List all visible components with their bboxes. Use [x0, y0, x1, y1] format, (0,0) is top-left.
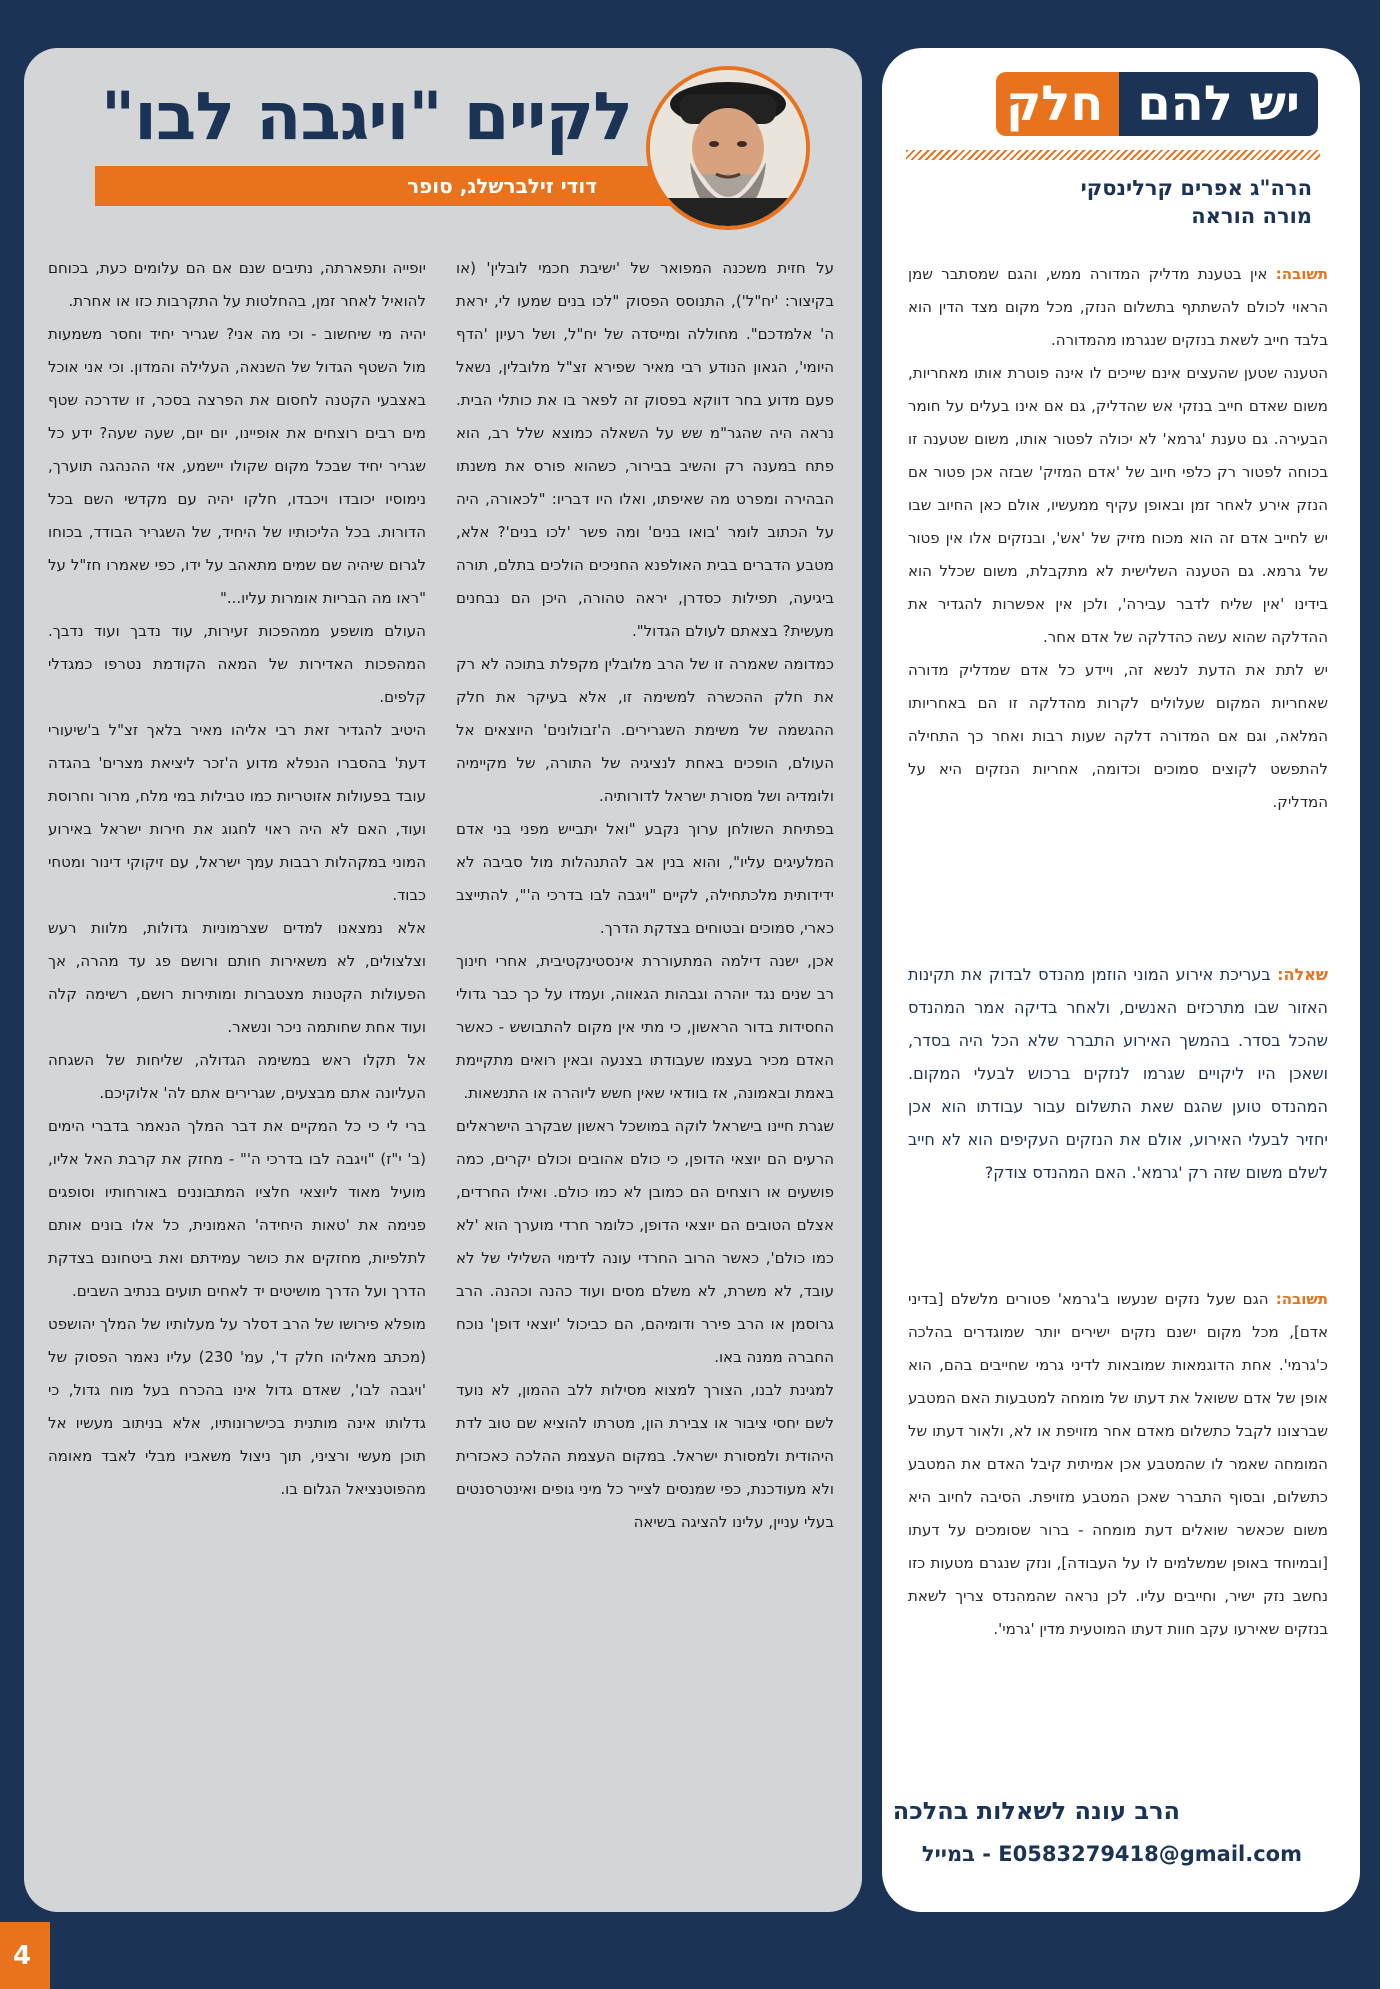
- question-label: שאלה:: [1277, 965, 1328, 984]
- column-logo-part1: יש להם: [1119, 72, 1318, 136]
- rabbi-name: הרה"ג אפרים קרלינסקי: [1080, 176, 1312, 200]
- answer-block-1: [908, 258, 1328, 819]
- article-paragraph: היטיב להגדיר זאת רבי אליהו מאיר בלאך זצ"ל ב'שיעורי דעת' בהסברו הנפלא מדוע ה'זכר ליציאת מצרים' בהגדה עובד בפעולות אזוטריות כמו טבילות במי מלח, מרור וחרוסת ועוד, האם לא היה ראוי לחגוג את חירות ישראל באירוע המוני במקהלות רבבות עמך ישראל, עם זיקוקי דינור ומטחי כבוד.: [48, 721, 426, 904]
- answer-paragraph: תשובה: הגם שעל נזקים שנעשו ב'גרמא' פטורים מלשלם [בדיני אדם], מכל מקום ישנם נזקים ישירים יותר שמוגדרים בהלכה כ'גרמי'. אחת הדוגמאות שמובאות לדיני גרמי שחייבים בהם, הוא אופן של אדם ששואל את דעתו של מומחה למטבעות האם המטבע שברצונו לקבל כתשלום מאדם אחר מזויפת או לא, ולאור דעתו של המומחה שאמר לו שהמטבע אכן אמיתית קיבל האדם את המטבע כתשלום, ובסוף התברר שאכן המטבע מזויפת. הסיבה לחיוב היא משום שכאשר שואלים דעת מומחה - ברור שסומכים על דעתו [ובמיוחד באופן שמשלמים לו על העבודה], ונזק שנגרם מטעות כזו נחשב נזק ישיר, וחייבים עליו. לכן נראה שהמהנדס צריך לשאת בנזקים שאירעו עקב חוות דעתו המוטעית מדין 'גרמי'.: [908, 1290, 1328, 1638]
- article-paragraph: שגרת חיינו בישראל לוקה במושכל ראשון שבקרב הישראלים הרעים הם יוצאי הדופן, כי כולם אהובים וכולם יקרים, כמה פושעים או רוצחים הם כמובן לא כמו כולם. ואילו החרדים, אצלם הטובים הם יוצאי הדופן, כלומר חרדי מוערך הוא 'לא כמו כולם', כאשר הרוב החרדי עונה לדימוי השלילי של לא עובד, לא משרת, לא משלם מסים ועוד כהנה וכהנה. הרב גרוסמן או הרב פירר ודומיהם, הם כביכול 'יוצאי דופן' נוכח החברה ממנה באו.: [456, 1117, 834, 1366]
- article-paragraph: בפתיחת השולחן ערוך נקבע "ואל יתבייש מפני בני אדם המלעיגים עליו", והוא בנין אב להתנהלות מול סביבה לא ידידותית מלכתחילה, לקיים "ויגבה לבו בדרכי ה'", להתייצב כארי, סמוכים ובטוחים בצדקת הדרך.: [456, 820, 834, 937]
- page-edge: [1380, 0, 1400, 1989]
- answer-paragraph: הטענה שטען שהעצים אינם שייכים לו אינה פוטרת אותו מאחריות, משום שאדם חייב בנזקי אש שהדליק, גם אם אינו בעלים על חומר הבעירה. גם טענת 'גרמא' לא יכולה לפטור אותו, משום שטענה זו בכוחה לפטור רק כלפי חיוב של 'אדם המזיק' שבזה אכן פטור אם הנזק אירע לאחר זמן ובאופן עקיף ממעשיו, אולם כאן החיוב שבו יש לחייב אדם זה הוא מכוח מזיק של 'אש', ובנזקים אלו אין פטור של גרמא. גם הטענה השלישית לא מתקבלת, משום שכלל הוא בידינו 'אין שליח לדבר עבירה', ולכן אין אפשרות להגדיר את ההדלקה שהוא עשה כהדלקה של אדם אחר.: [908, 364, 1328, 646]
- article-paragraph: אלא נמצאנו למדים שצרמוניות גדולות, מלוות רעש וצלצולים, לא משאירות חותם ורושם פג עד מהרה, אך הפעולות הקטנות מצטברות ומותירות רושם, רשימה קלה ועוד אחת שחותמה ניכר ונשאר.: [48, 919, 426, 1036]
- article-paragraph: העולם מושפע ממהפכות זעירות, עוד נדבך ועוד נדבך. המהפכות האדירות של המאה הקודמת נטרפו כמגדלי קלפים.: [48, 622, 426, 706]
- author-name: דודי זילברשלג, סופר: [407, 174, 597, 198]
- article-paragraph: אל תקלו ראש במשימה הגדולה, שליחות של השגחה העליונה אתם מבצעים, שגרירים אתם לה' אלוקיכם.: [48, 1051, 426, 1102]
- answer-paragraph: יש לתת את הדעת לנשא זה, ויידע כל אדם שמדליק מדורה שאחריות המקום שעלולים לקרות מהדלקה זו הם באחריותו המלאה, וגם אם המדורה דלקה שעות רבות ואחר כך התחילה להתפשט לקוצים סמוכים וכדומה, אחריות הנזקים היא על המדליק.: [908, 661, 1328, 811]
- decorative-stripes: [906, 150, 1320, 160]
- article-paragraph: ברי לי כי כל המקיים את דבר המלך הנאמר בדברי הימים (ב' י"ז) "ויגבה לבו בדרכי ה'" - מחזק את קרבת האל אליו, מועיל מאוד ליוצאי חלציו המתבוננים באורחותיו וסופגים פנימה את 'טאות היחידה' האמונית, כל אלו בונים אותם לתלפיות, מחזקים את כושר עמידתם ואת ביטחונם בצדקת הדרך ועל הדרך מושיטים יד לאחים תועים בנתיב השבים.: [48, 1117, 426, 1300]
- contact-email[interactable]: במייל - E0583279418@gmail.com: [921, 1842, 1302, 1866]
- column-logo-part2: חלק: [996, 72, 1119, 136]
- article-paragraph: כמדומה שאמרה זו של הרב מלובלין מקפלת בתוכה לא רק את חלק ההכשרה למשימה זו, אלא בעיקר את חלק ההגשמה של משימת השגרירים. ה'זבולונים' היוצאים אל העולם, הופכים באחת לנציגיה של התורה, של מקיימיה ולומדיה ושל מסורת ישראל לדורותיה.: [456, 655, 834, 805]
- article-column-right: [456, 252, 834, 1862]
- question-block: [908, 958, 1328, 1189]
- question-paragraph: שאלה: בעריכת אירוע המוני הוזמן מהנדס לבדוק את תקינות האזור שבו מתרכזים האנשים, ולאחר בדיקה אמר המהנדס שהכל בסדר. בהמשך האירוע התברר שלא הכל היה בסדר, ושאכן היו ליקויים שגרמו לנזקים ברכוש לבעלי המקום. המהנדס טוען שהגם שאת התשלום עבור עבודתו הוא אכן יחזיר לבעלי האירוע, אולם את הנזקים העקיפים הוא לא חייב לשלם משום שזה רק 'גרמא'. האם המהנדס צודק?: [908, 965, 1328, 1182]
- contact-heading: הרב עונה לשאלות בהלכה: [892, 1797, 1180, 1825]
- article-paragraph: על חזית משכנה המפואר של 'ישיבת חכמי לובלין' (או בקיצור: 'יח"ל'), התנוסס הפסוק "לכו בנים שמעו לי, יראת ה' אלמדכם". מחוללה ומייסדה של יח"ל, ושל רעיון 'הדף היומי', הגאון הנודע רבי מאיר שפירא זצ"ל מלובלין, נשאל פעם מדוע בחר דווקא בפסוק זה לפאר בו את כותלי הבית. נראה היה שהגר"מ שש על השאלה כמוצא שלל רב, הוא פתח במענה רק והשיב בבירור, כשהוא פורס את משנתו הבהירה ומפרט מה שאיפתו, ואלו היו דבריו: "לכאורה, היה על הכתוב לומר 'בואו בנים' ומה פשר 'לכו בנים'? אלא, מטבע הדברים בבית האולפנא החניכים הולכים בתלם, תורה ביגיעה, תפילות כסדרן, יראה טהורה, היכן הם נבחנים מעשית? בצאתם לעולם הגדול".: [456, 259, 834, 640]
- author-photo: [646, 66, 810, 230]
- answer-label: תשובה:: [1275, 1290, 1328, 1308]
- article-paragraph: יהיה מי שיחשוב - וכי מה אני? שגריר יחיד וחסר משמעות מול השטף הגדול של השנאה, העלילה והמדון. וכי אני אוכל באצבעי הקטנה לחסום את הפרצה בסכר, זו שדרכה שטף מים רבים רוצחים את אופיינו, יום יום, שעה שעה? ידע כל שגריר יחיד שבכל מקום שקולו יישמע, אזי ההנהגה תוערך, נימוסיו יכובדו ויכבדו, חלקו יהיה עם מקדשי השם בכל הדורות. בכל הליכותיו של היחיד, של השגריר הבודד, בכוחו לגרום שיהיה שם שמים מתאהב על ידו, כפי שאמרו חז"ל על "ראו מה הבריות אומרות עליו...": [48, 325, 426, 607]
- article-paragraph: למגינת לבנו, הצורך למצוא מסילות ללב ההמון, לא נועד לשם יחסי ציבור או צבירת הון, מטרתו להוציא שם טוב לדת היהודית ולמסורת ישראל. במקום העצמת ההלכה כאכזרית ולא מעודכנת, כפי שמנסים לצייר כל מיני גופים ואינטרסנטים בעלי עניין, עלינו להציגה בשיאה: [456, 1381, 834, 1531]
- article-paragraph: מופלא פירושו של הרב דסלר על מעלותיו של המלך יהושפט (מכתב מאליהו חלק ד', עמ' 230) עליו נאמר הפסוק של 'ויגבה לבו', שאדם גדול אינו בהכרח בעל מוח גדול, כי גדלותו אינה מותנית בכישרונותיו, אלא בניתוב מעשיו אל תוכן מעשי ורציני, תוך ניצול משאביו מבלי לאבד מאומה מהפוטנציאל הגלום בו.: [48, 1315, 426, 1498]
- rabbi-role: מורה הוראה: [1191, 204, 1312, 228]
- column-logo: [996, 72, 1318, 136]
- article-column-left: [48, 252, 426, 1862]
- article-paragraph: אכן, ישנה דילמה המתעוררת אינסטינקטיבית, אחרי חינוך רב שנים נגד יוהרה וגבהות הגאווה, ועמדו על כך כבר גדולי החסידות בדור הראשון, כי מתי אין מקום להתבושש - כאשר האדם מכיר בעצמו שעבודתו בצנעה ובאין רואים מתקיימת באמת ובאמונה, אז בוודאי שאין חשש ליוהרה או התנשאות.: [456, 952, 834, 1102]
- author-bar: [95, 166, 675, 206]
- answer-paragraph: תשובה: אין בטענת מדליק המדורה ממש, והגם שמסתבר שמן הראוי לכולם להשתתף בתשלום הנזק, מכל מקום מצד הדין הוא בלבד חייב לשאת בנזקים שנגרמו מהמדורה.: [908, 265, 1328, 349]
- answer-label: תשובה:: [1275, 265, 1328, 283]
- portrait-illustration: [650, 70, 806, 226]
- page-number: 4: [0, 1922, 50, 1989]
- answer-block-2: [908, 1283, 1328, 1646]
- article-title: לקיים "ויגבה לבו": [100, 78, 632, 155]
- article-paragraph: יופייה ותפארתה, נתיבים שנם אם הם עלומים כעת, בכוחם להואיל לאחר זמן, בהחלטות על התקרבות כזו או אחרת.: [48, 259, 426, 310]
